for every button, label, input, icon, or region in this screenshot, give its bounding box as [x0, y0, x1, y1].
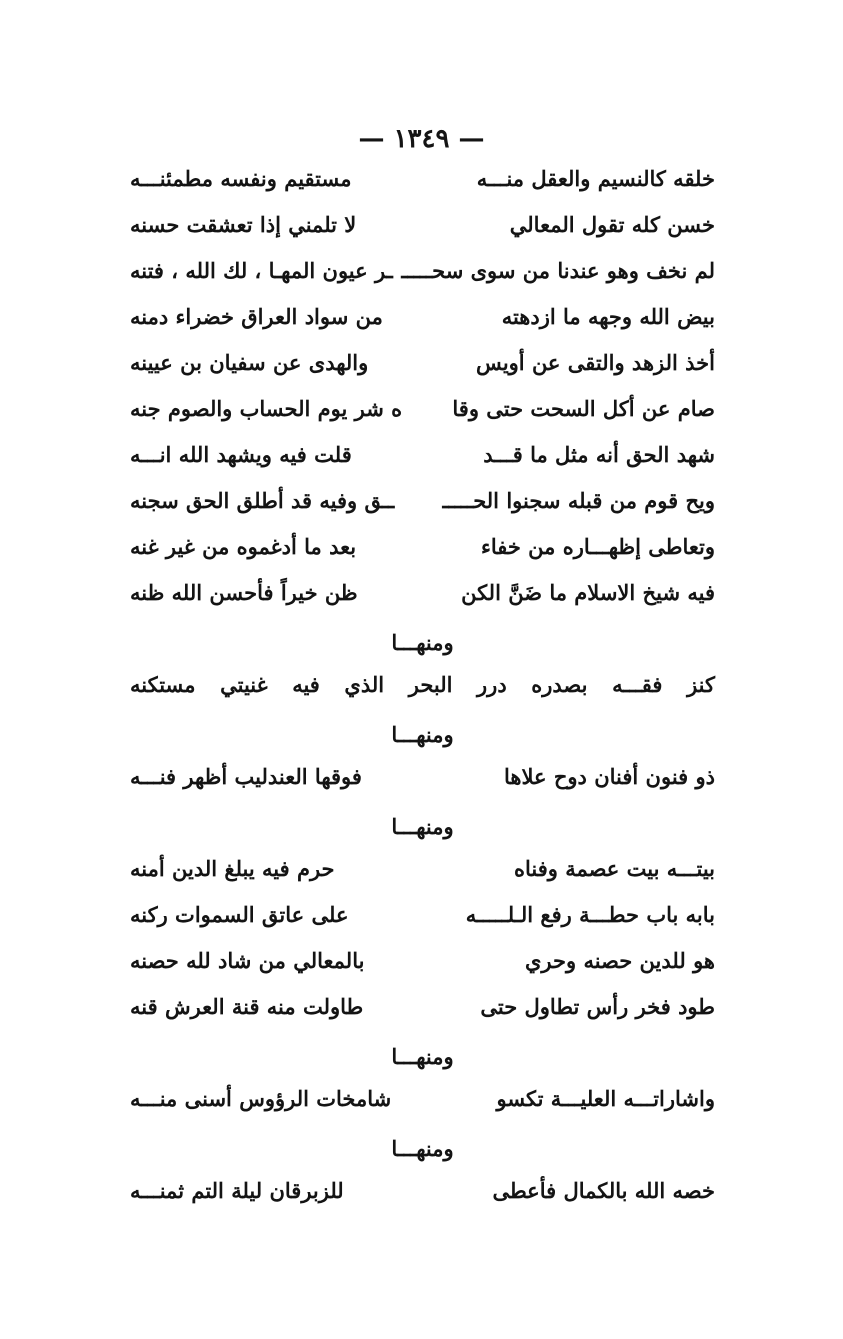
- verse-first-hemistich: بيض الله وجهه ما ازدهته: [501, 304, 715, 329]
- section-heading: ومنهـــا: [391, 1044, 454, 1069]
- verse-second-hemistich: على عاتق السموات ركنه: [130, 902, 349, 927]
- poem: [130, 160, 715, 1218]
- verse-line: [130, 850, 715, 896]
- verse-line: [130, 1080, 715, 1126]
- verse-second-hemistich: لا تلمني إذا تعشقت حسنه: [130, 212, 357, 237]
- verse-first-hemistich: فيه شيخ الاسلام ما ضَنَّ الكن: [461, 580, 715, 605]
- verse-second-hemistich: ه شر يوم الحساب والصوم جنه: [130, 396, 403, 421]
- verse-line: [130, 482, 715, 528]
- verse-line: [130, 988, 715, 1034]
- verse-line: [130, 344, 715, 390]
- verse-text: كنز فقـــه بصدره درر البحر الذي فيه غنيتي مستكنه: [130, 672, 715, 697]
- verse-line: [130, 528, 715, 574]
- verse-line: [130, 574, 715, 620]
- verse-first-hemistich: بابه باب حطـــة رفع الـلـــــه: [465, 902, 715, 927]
- verse-first-hemistich: بيتـــه بيت عصمة وفناه: [513, 856, 715, 881]
- verse-first-hemistich: خلقه كالنسيم والعقل منـــه: [476, 166, 715, 191]
- verse-second-hemistich: ــق وفيه قد أطلق الحق سجنه: [130, 488, 395, 513]
- verse-first-hemistich: ذو فنون أفنان دوح علاها: [504, 764, 715, 789]
- verse-first-hemistich: واشاراتـــه العليـــة تكسو: [496, 1086, 715, 1111]
- verse-line-single: [130, 666, 715, 712]
- verse-first-hemistich: شهد الحق أنه مثل ما قـــد: [483, 442, 715, 467]
- verse-first-hemistich: طود فخر رأس تطاول حتى: [480, 994, 715, 1019]
- verse-first-hemistich: هو للدين حصنه وحري: [525, 948, 715, 973]
- verse-first-hemistich: ويح قوم من قبله سجنوا الحـــــ: [442, 488, 715, 513]
- verse-second-hemistich: للزبرقان ليلة التم ثمنـــه: [130, 1178, 344, 1203]
- verse-first-hemistich: خسن كله تقول المعالي: [509, 212, 715, 237]
- verse-line: [130, 160, 715, 206]
- section-heading: ومنهـــا: [391, 630, 454, 655]
- verse-line: [130, 896, 715, 942]
- verse-second-hemistich: شامخات الرؤوس أسنى منـــه: [130, 1086, 392, 1111]
- verse-first-hemistich: صام عن أكل السحت حتى وقا: [452, 396, 715, 421]
- page-number: — ١٣٤٩ —: [358, 124, 485, 154]
- verse-first-hemistich: وتعاطى إظهـــاره من خفاء: [480, 534, 715, 559]
- verse-second-hemistich: من سواد العراق خضراء دمنه: [130, 304, 383, 329]
- verse-first-hemistich: أخذ الزهد والتقى عن أويس: [476, 350, 715, 375]
- verse-line: [130, 252, 715, 298]
- verse-first-hemistich: خصه الله بالكمال فأعطى: [492, 1178, 715, 1203]
- section-heading: ومنهـــا: [391, 814, 454, 839]
- verse-line: [130, 758, 715, 804]
- verse-first-hemistich: لم نخف وهو عندنا من سوى سحـــــ: [401, 258, 715, 283]
- verse-second-hemistich: حرم فيه يبلغ الدين أمنه: [130, 856, 335, 881]
- verse-line: [130, 298, 715, 344]
- verse-line: [130, 206, 715, 252]
- verse-line: [130, 942, 715, 988]
- section-heading: ومنهـــا: [391, 722, 454, 747]
- verse-second-hemistich: بعد ما أدغموه من غير غنه: [130, 534, 357, 559]
- verse-second-hemistich: ـر عيون المهـا ، لك الله ، فتنه: [130, 258, 393, 283]
- verse-line: [130, 436, 715, 482]
- verse-line: [130, 1172, 715, 1218]
- verse-second-hemistich: فوقها العندليب أظهر فنـــه: [130, 764, 362, 789]
- verse-second-hemistich: قلت فيه ويشهد الله انـــه: [130, 442, 352, 467]
- verse-second-hemistich: طاولت منه قنة العرش قنه: [130, 994, 364, 1019]
- section-heading: ومنهـــا: [391, 1136, 454, 1161]
- verse-second-hemistich: بالمعالي من شاد لله حصنه: [130, 948, 365, 973]
- verse-second-hemistich: مستقيم ونفسه مطمئنـــه: [130, 166, 352, 191]
- verse-line: [130, 390, 715, 436]
- verse-second-hemistich: ظن خيراً فأحسن الله ظنه: [130, 580, 358, 605]
- verse-second-hemistich: والهدى عن سفيان بن عيينه: [130, 350, 369, 375]
